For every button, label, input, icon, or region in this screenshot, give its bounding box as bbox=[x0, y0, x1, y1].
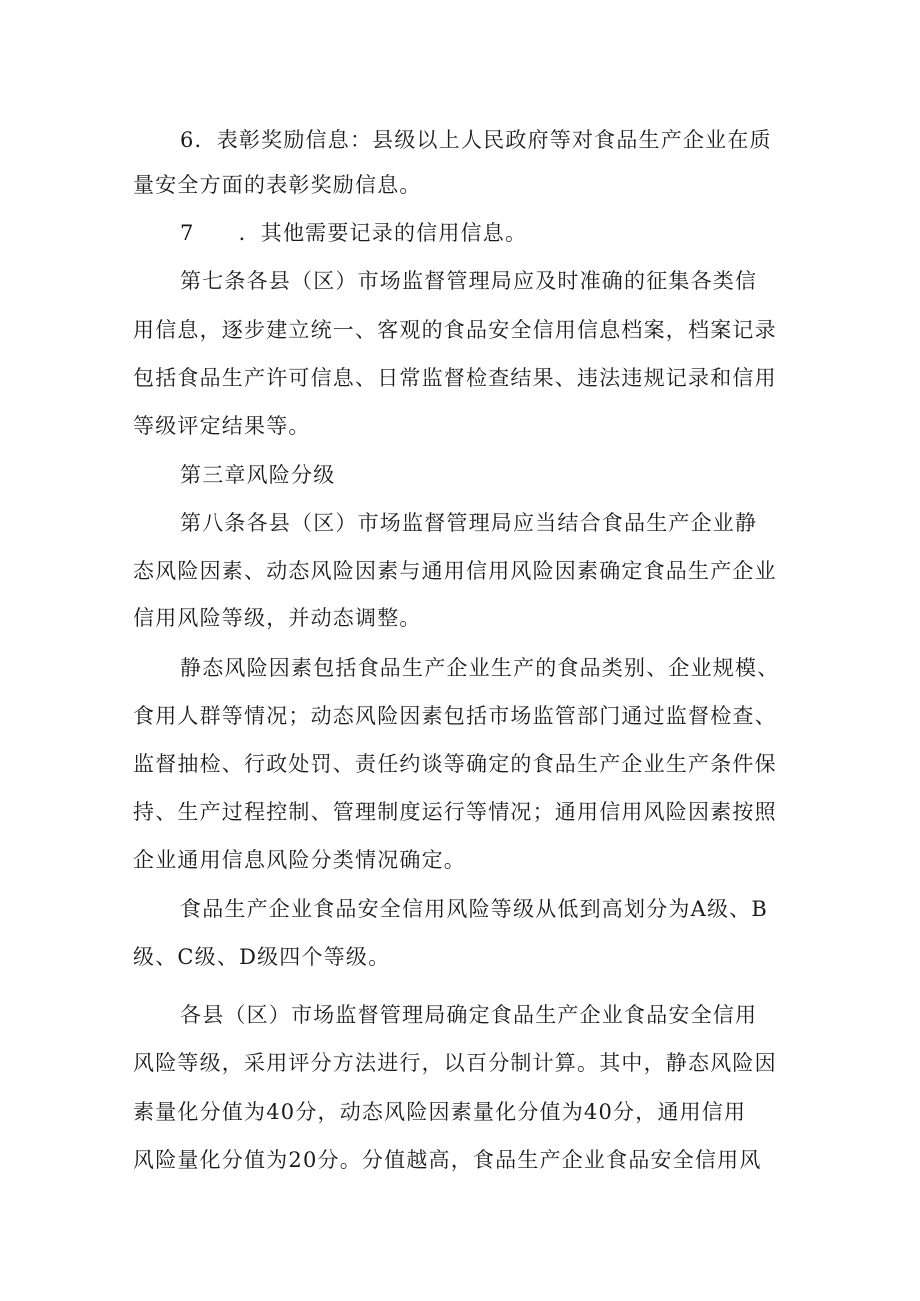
article-7-line-4: 等级评定结果等。 bbox=[133, 414, 311, 438]
scoring-line-2: 风险等级，采用评分方法进行，以百分制计算。其中，静态风险因 bbox=[133, 1051, 777, 1075]
scoring-line-4: 风险量化分值为20分。分值越高，食品生产企业食品安全信用风 bbox=[133, 1148, 762, 1172]
scoring-line-3: 素量化分值为40分，动态风险因素量化分值为40分，通用信用 bbox=[133, 1100, 747, 1124]
risk-factors-line-5: 企业通用信息风险分类情况确定。 bbox=[133, 848, 466, 872]
item-7-number: 7 bbox=[180, 221, 195, 245]
item-7-line-1 bbox=[180, 219, 840, 247]
item-7-text: ．其他需要记录的信用信息。 bbox=[238, 221, 528, 245]
article-7-line-1: 第七条各县（区）市场监督管理局应及时准确的征集各类信 bbox=[180, 269, 758, 293]
article-7-line-3: 包括食品生产许可信息、日常监督检查结果、违法违规记录和信用 bbox=[133, 366, 777, 390]
chapter-3-heading: 第三章风险分级 bbox=[180, 463, 336, 487]
article-8-line-2: 态风险因素、动态风险因素与通用信用风险因素确定食品生产企业 bbox=[133, 559, 777, 583]
scoring-line-1: 各县（区）市场监督管理局确定食品生产企业食品安全信用 bbox=[180, 1003, 758, 1027]
item-6-line-2: 量安全方面的表彰奖励信息。 bbox=[133, 173, 422, 197]
risk-factors-line-2: 食用人群等情况；动态风险因素包括市场监管部门通过监督检查、 bbox=[133, 704, 777, 728]
article-8-line-3: 信用风险等级，并动态调整。 bbox=[133, 606, 422, 630]
item-6-line-1: 6．表彰奖励信息：县级以上人民政府等对食品生产企业在质 bbox=[180, 128, 772, 152]
risk-factors-line-1: 静态风险因素包括食品生产企业生产的食品类别、企业规模、 bbox=[180, 656, 780, 680]
article-7-line-2: 用信息，逐步建立统一、客观的食品安全信用信息档案，档案记录 bbox=[133, 318, 777, 342]
risk-levels-line-1: 食品生产企业食品安全信用风险等级从低到高划分为A级、B bbox=[180, 897, 768, 921]
risk-factors-line-3: 监督抽检、行政处罚、责任约谈等确定的食品生产企业生产条件保 bbox=[133, 752, 777, 776]
risk-factors-line-4: 持、生产过程控制、管理制度运行等情况；通用信用风险因素按照 bbox=[133, 800, 777, 824]
article-8-line-1: 第八条各县（区）市场监督管理局应当结合食品生产企业静 bbox=[180, 511, 758, 535]
risk-levels-line-2: 级、C级、D级四个等级。 bbox=[133, 945, 391, 969]
